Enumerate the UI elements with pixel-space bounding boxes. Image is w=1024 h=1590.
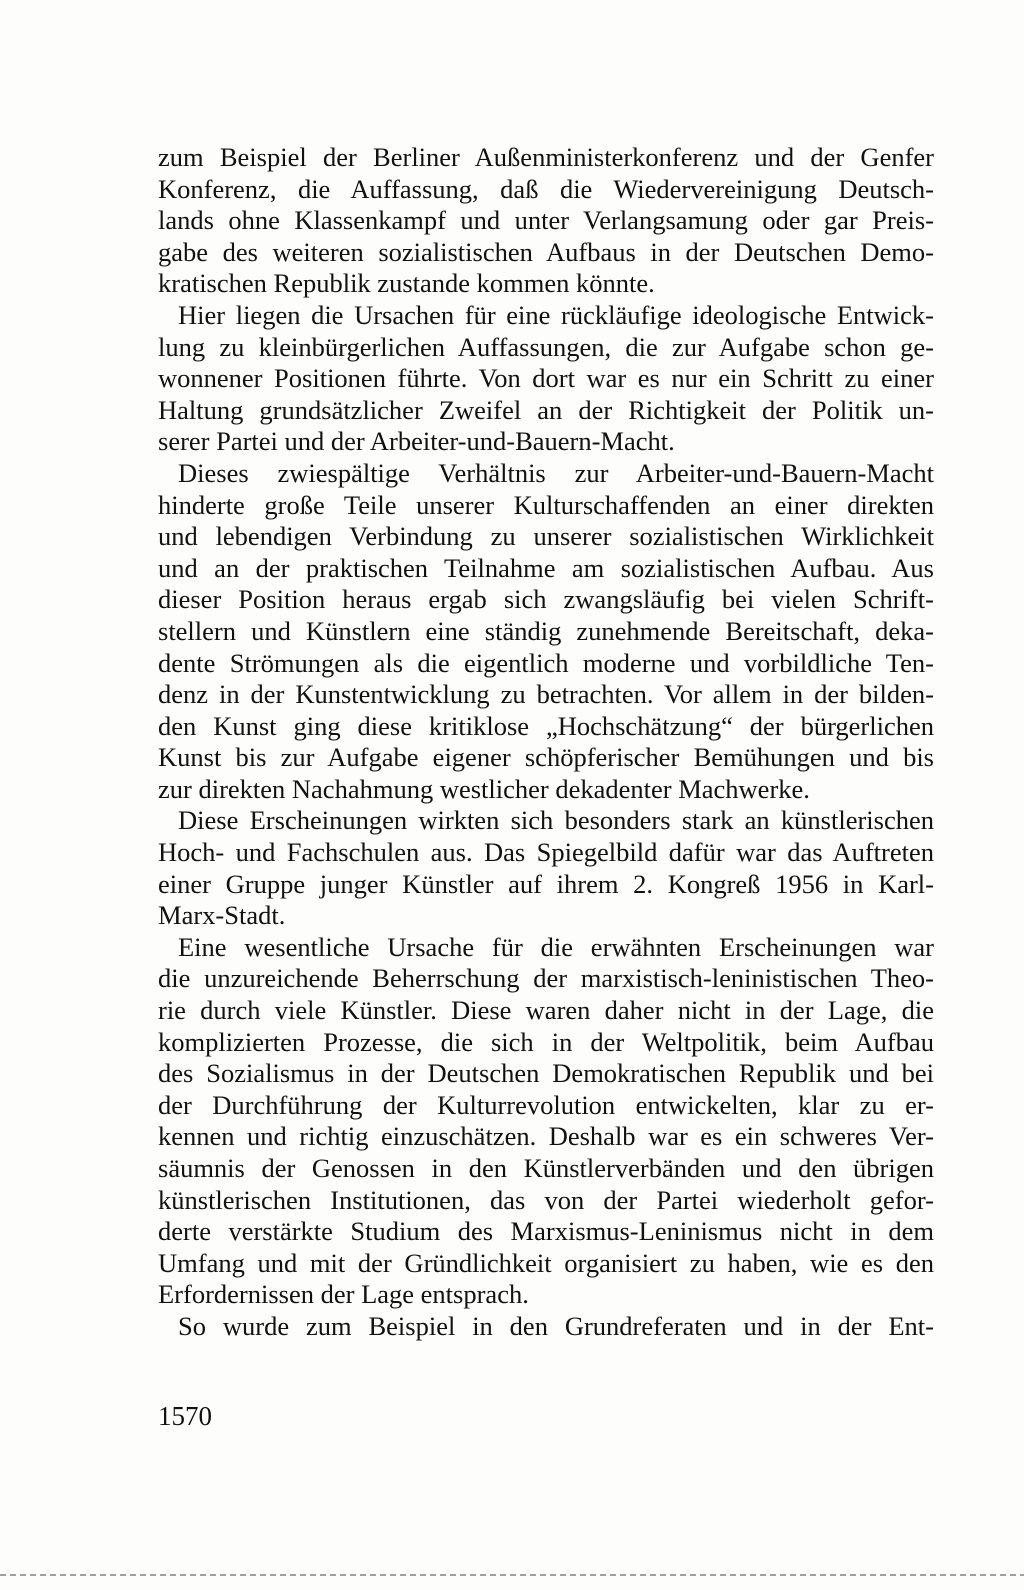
text-line: Erfordernissen der Lage entsprach. bbox=[158, 1279, 529, 1310]
text-line: derte verstärkte Studium des Marxismus-Leninismus nicht in dem bbox=[158, 1216, 934, 1247]
text-line: dieser Position heraus ergab sich zwangsläufig bei vielen Schrift- bbox=[158, 584, 934, 615]
text-line: Umfang und mit der Gründlichkeit organisiert zu haben, wie es den bbox=[158, 1247, 934, 1278]
text-line: Haltung grundsätzlicher Zweifel an der Richtigkeit der Politik un- bbox=[158, 394, 934, 425]
text-line: kratischen Republik zustande kommen könnte. bbox=[158, 268, 655, 299]
paragraph bbox=[158, 458, 934, 806]
text-line: Marx-Stadt. bbox=[158, 900, 286, 931]
body-text bbox=[158, 142, 934, 1343]
text-line: des Sozialismus in der Deutschen Demokratischen Republik und bei bbox=[158, 1058, 934, 1089]
text-line: Eine wesentliche Ursache für die erwähnten Erscheinungen war bbox=[178, 931, 934, 962]
text-line: So wurde zum Beispiel in den Grundreferaten und in der Ent- bbox=[178, 1310, 934, 1341]
text-line: die unzureichende Beherrschung der marxistisch-leninistischen Theo- bbox=[158, 963, 934, 994]
text-line: lung zu kleinbürgerlichen Auffassungen, die zur Aufgabe schon ge- bbox=[158, 331, 934, 362]
text-line: Konferenz, die Auffassung, daß die Wiedervereinigung Deutsch- bbox=[158, 173, 934, 204]
text-line: der Durchführung der Kulturrevolution entwickelten, klar zu er- bbox=[158, 1089, 934, 1120]
text-line: zur direkten Nachahmung westlicher dekadenter Machwerke. bbox=[158, 773, 810, 804]
text-line: kennen und richtig einzuschätzen. Deshalb war es ein schweres Ver- bbox=[158, 1121, 934, 1152]
text-line: zum Beispiel der Berliner Außenministerkonferenz und der Genfer bbox=[158, 142, 934, 172]
text-line: den Kunst ging diese kritiklose „Hochschätzung“ der bürgerlichen bbox=[158, 710, 934, 741]
text-line: wonnener Positionen führte. Von dort war es nur ein Schritt zu einer bbox=[158, 363, 934, 394]
text-line: Diese Erscheinungen wirkten sich besonders stark an künstlerischen bbox=[178, 805, 934, 836]
text-line: stellern und Künstlern eine ständig zunehmende Bereitschaft, deka- bbox=[158, 615, 934, 646]
text-line: denz in der Kunstentwicklung zu betrachten. Vor allem in der bilden- bbox=[158, 679, 934, 710]
paragraph bbox=[158, 805, 934, 931]
page-number: 1570 bbox=[158, 1401, 212, 1431]
text-line: säumnis der Genossen in den Künstlerverbänden und den übrigen bbox=[158, 1153, 934, 1183]
text-line: rie durch viele Künstler. Diese waren daher nicht in der Lage, die bbox=[158, 995, 934, 1026]
text-line: Dieses zwiespältige Verhältnis zur Arbeiter-und-Bauern-Macht bbox=[178, 457, 934, 488]
text-line: dente Strömungen als die eigentlich moderne und vorbildliche Ten- bbox=[158, 647, 934, 678]
text-line: Hier liegen die Ursachen für eine rückläufige ideologische Entwick- bbox=[178, 299, 934, 330]
text-line: und an der praktischen Teilnahme am sozialistischen Aufbau. Aus bbox=[158, 552, 934, 583]
text-line: serer Partei und der Arbeiter-und-Bauern-Macht. bbox=[158, 426, 675, 457]
text-line: lands ohne Klassenkampf und unter Verlangsamung oder gar Preis- bbox=[158, 205, 934, 236]
text-line: gabe des weiteren sozialistischen Aufbaus in der Deutschen Demo- bbox=[158, 236, 934, 267]
text-line: und lebendigen Verbindung zu unserer sozialistischen Wirklichkeit bbox=[158, 521, 934, 552]
paragraph bbox=[158, 300, 934, 458]
text-line: hinderte große Teile unserer Kulturschaffenden an einer direkten bbox=[158, 489, 934, 520]
text-line: künstlerischen Institutionen, das von der Partei wiederholt gefor- bbox=[158, 1184, 934, 1215]
text-line: Hoch- und Fachschulen aus. Das Spiegelbild dafür war das Auftreten bbox=[158, 837, 934, 868]
paragraph bbox=[158, 932, 934, 1311]
paragraph bbox=[158, 142, 934, 300]
text-line: einer Gruppe junger Künstler auf ihrem 2. Kongreß 1956 in Karl- bbox=[158, 868, 934, 899]
page-bottom-edge bbox=[0, 1574, 1024, 1576]
text-line: komplizierten Prozesse, die sich in der Weltpolitik, beim Aufbau bbox=[158, 1026, 934, 1057]
text-line: Kunst bis zur Aufgabe eigener schöpferischer Bemühungen und bis bbox=[158, 742, 934, 773]
paragraph bbox=[158, 1311, 934, 1343]
